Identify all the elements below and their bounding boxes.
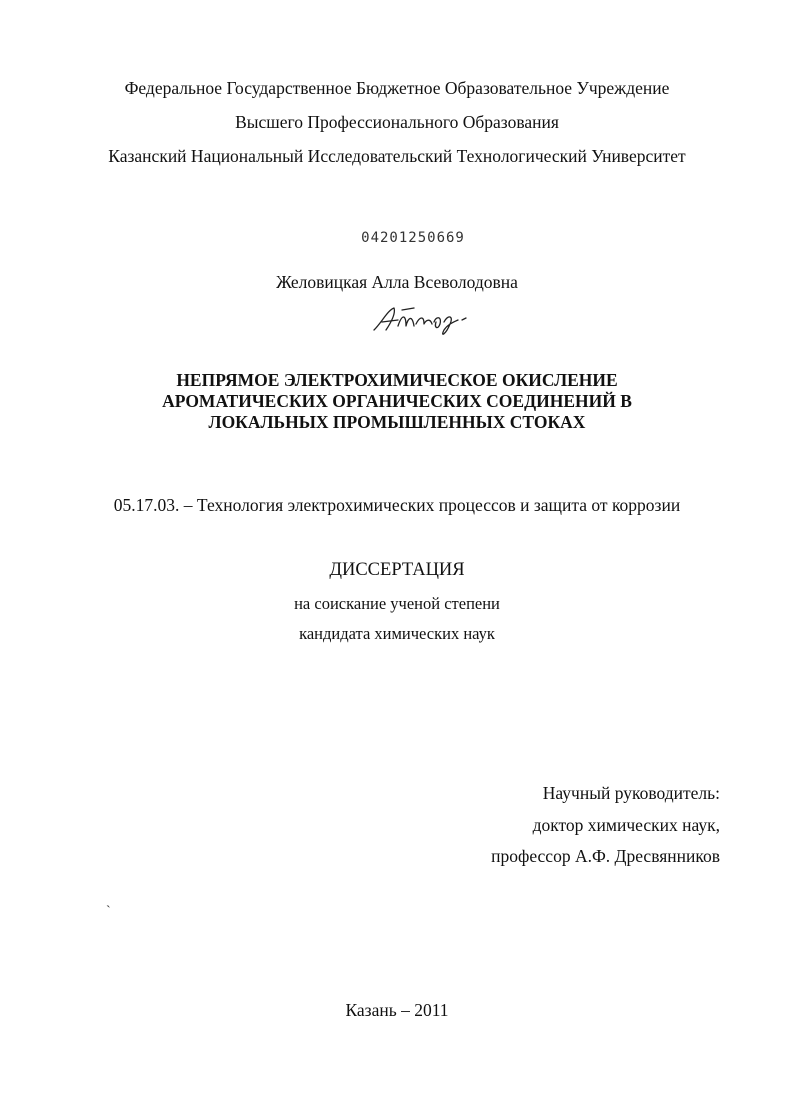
title-line-3: ЛОКАЛЬНЫХ ПРОМЫШЛЕННЫХ СТОКАХ xyxy=(208,412,586,432)
institution-line-2: Высшего Профессионального Образования xyxy=(235,112,559,132)
specialty-code: 05.17.03. – Технология электрохимических процессов и защита от коррозии xyxy=(113,495,681,515)
stray-mark: ` xyxy=(106,904,111,919)
degree-line-2: кандидата химических наук xyxy=(299,624,495,643)
title-line-2: АРОМАТИЧЕСКИХ ОРГАНИЧЕСКИХ СОЕДИНЕНИЙ В xyxy=(162,391,632,411)
dissertation-title xyxy=(0,370,794,433)
supervisor-name: профессор А.Ф. Дресвянников xyxy=(491,846,720,866)
supervisor-label: Научный руководитель: xyxy=(542,783,720,803)
supervisor-rank: доктор химических наук, xyxy=(532,815,720,835)
author-name: Желовицкая Алла Всеволодовна xyxy=(276,272,518,292)
degree-line-1: на соискание ученой степени xyxy=(294,594,500,613)
institution-line-1: Федеральное Государственное Бюджетное Образовательное Учреждение xyxy=(124,78,670,98)
title-line-1: НЕПРЯМОЕ ЭЛЕКТРОХИМИЧЕСКОЕ ОКИСЛЕНИЕ xyxy=(176,370,618,390)
institution-line-3: Казанский Национальный Исследовательский Технологический Университет xyxy=(108,146,686,166)
document-type: ДИССЕРТАЦИЯ xyxy=(329,560,465,580)
place-and-year: Казань – 2011 xyxy=(345,1000,449,1020)
registration-number: 04201250669 xyxy=(361,230,465,246)
author-signature xyxy=(368,300,478,340)
